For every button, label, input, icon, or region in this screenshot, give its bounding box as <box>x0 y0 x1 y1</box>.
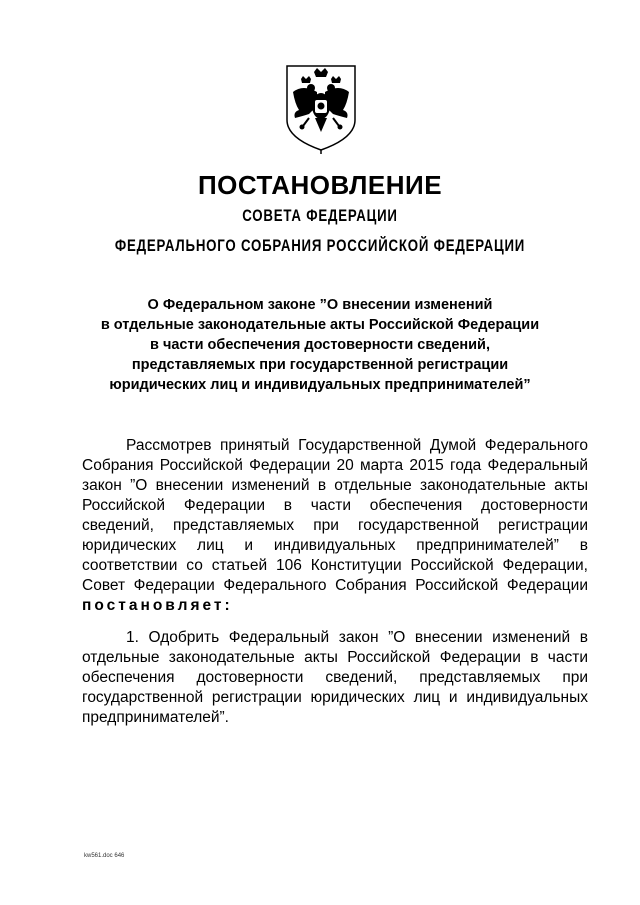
resolves-keyword: постановляет <box>82 597 225 614</box>
heading-line: в отдельные законодательные акты Российской Федерации <box>100 317 540 333</box>
resolution-heading <box>70 295 570 395</box>
preamble-paragraph <box>82 436 588 616</box>
russian-coat-of-arms-icon <box>283 62 359 154</box>
clause-1-paragraph: 1. Одобрить Федеральный закон ”О внесении изменений в отдельные законодательные акты Российской Федерации в части обеспечения достоверности сведений, представляемых при государственной регистрации юридических лиц и индивидуальных предпринимателей”. <box>82 629 588 726</box>
document-title: ПОСТАНОВЛЕНИЕ <box>197 170 443 200</box>
heading-line: представляемых при государственной регистрации <box>131 357 509 373</box>
file-code: kw561.doc 646 <box>84 853 125 859</box>
issuer-line-1: СОВЕТА ФЕДЕРАЦИИ <box>242 206 398 225</box>
issuer-line-2: ФЕДЕРАЛЬНОГО СОБРАНИЯ РОССИЙСКОЙ ФЕДЕРАЦИИ <box>114 236 526 255</box>
preamble-text: Рассмотрев принятый Государственной Думой Федерального Собрания Российской Федерации 20 марта 2015 года Федеральный закон ”О внесении изменений в отдельные законодательные акты Российской Федерации в части обеспечения достоверности сведений, представляемых при государственной регистрации юридических лиц и индивидуальных предпринимателей” в соответствии со статьей 106 Конституции Российской Федерации, Совет Федерации Федерального Собрания Российской Федерации <box>82 437 588 594</box>
heading-line: О Федеральном законе ”О внесении изменений <box>147 297 493 313</box>
heading-line: юридических лиц и индивидуальных предпринимателей” <box>109 377 531 393</box>
preamble-colon: : <box>224 597 233 614</box>
heading-line: в части обеспечения достоверности сведений, <box>150 337 490 353</box>
